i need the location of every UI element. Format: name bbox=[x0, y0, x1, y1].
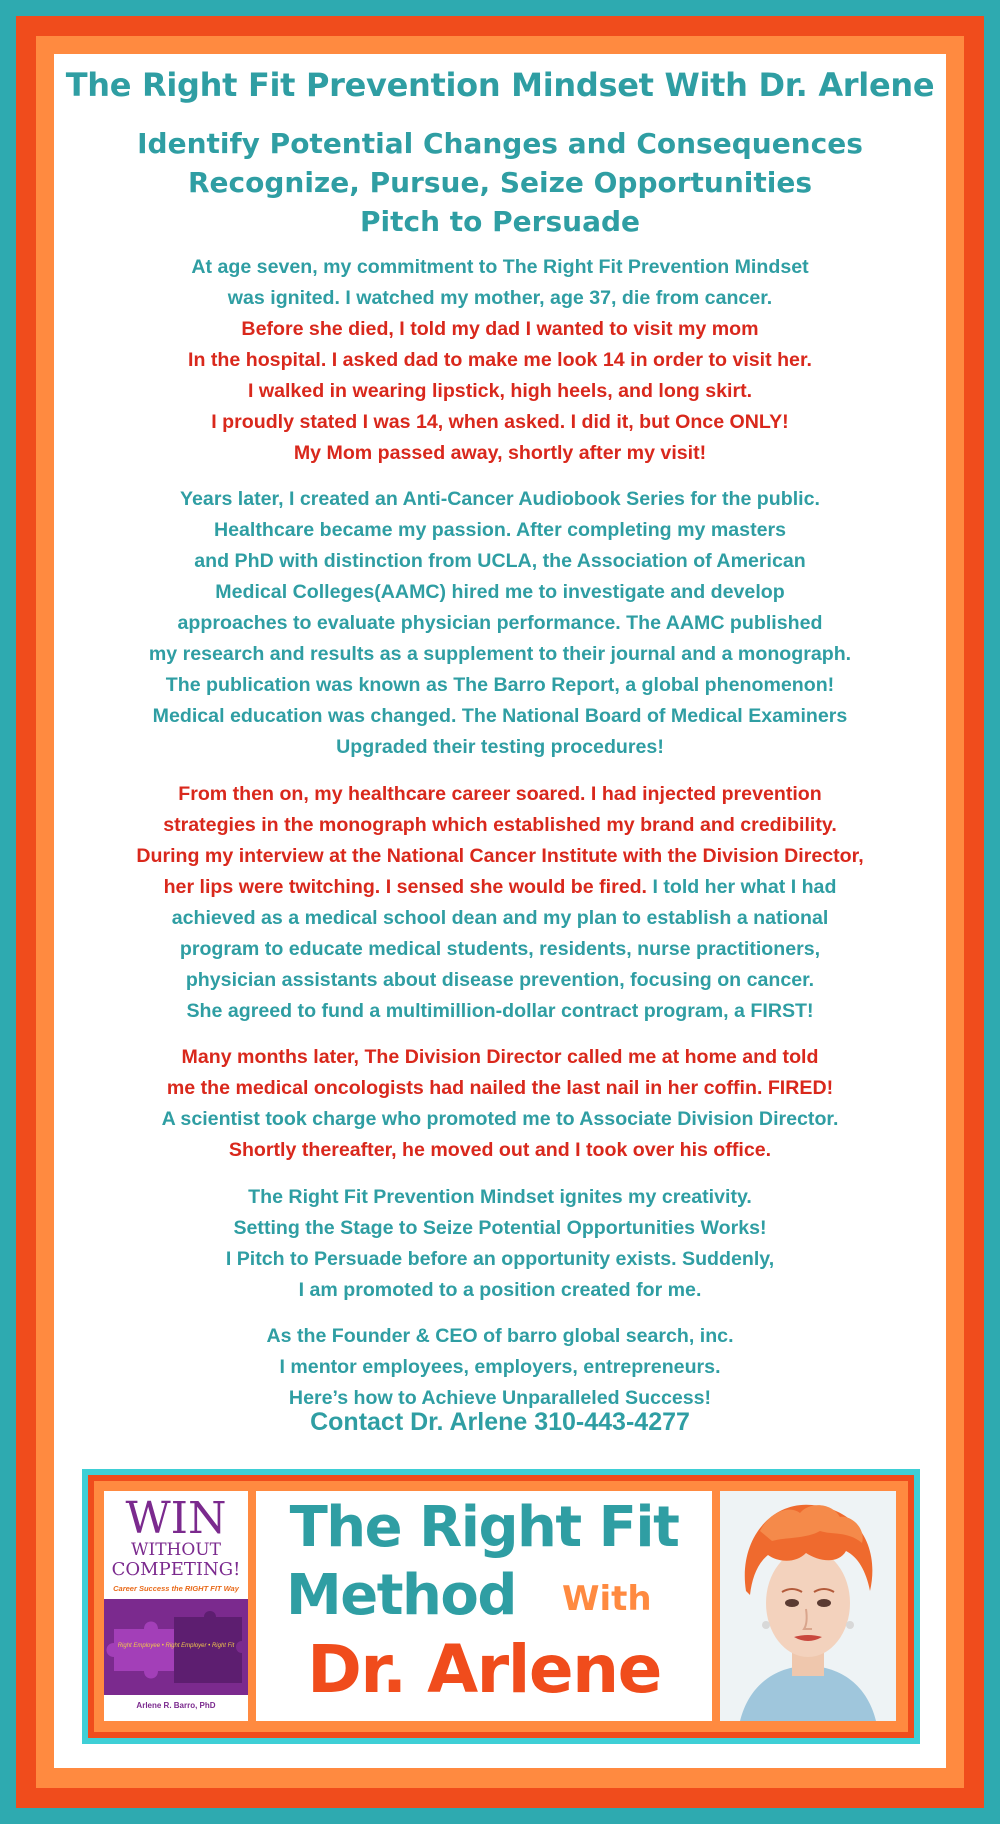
page-title: The Right Fit Prevention Mindset With Dr. Arlene bbox=[65, 66, 935, 104]
text-line: A scientist took charge who promoted me to Associate Division Director. bbox=[161, 1108, 839, 1130]
paragraph-career bbox=[54, 484, 946, 763]
banner-title-line: The Right Fit bbox=[289, 1495, 679, 1560]
text-span: I told her what I had bbox=[647, 876, 837, 898]
text-line: Shortly thereafter, he moved out and I took over his office. bbox=[228, 1139, 772, 1161]
text-line: From then on, my healthcare career soared. I had injected prevention bbox=[178, 783, 822, 805]
book-author: Arlene R. Barro, PhD bbox=[136, 1701, 216, 1710]
text-line: approaches to evaluate physician performance. The AAMC published bbox=[177, 612, 823, 634]
text-line: achieved as a medical school dean and my plan to establish a national bbox=[171, 907, 829, 929]
paragraph-childhood bbox=[54, 252, 946, 469]
text-line: In the hospital. I asked dad to make me look 14 in order to visit her. bbox=[188, 349, 812, 371]
text-line: strategies in the monograph which established my brand and credibility. bbox=[163, 814, 837, 836]
text-line: I walked in wearing lipstick, high heels, and long skirt. bbox=[247, 380, 753, 402]
book-title-competing: COMPETING! bbox=[111, 1559, 241, 1580]
text-line: Healthcare became my passion. After completing my masters bbox=[213, 519, 787, 541]
paragraph-founder bbox=[54, 1321, 946, 1414]
subtitle-line: Identify Potential Changes and Consequences bbox=[137, 127, 863, 160]
text-line: Years later, I created an Anti-Cancer Audiobook Series for the public. bbox=[180, 488, 820, 510]
book-subtitle: Career Success the RIGHT FIT Way bbox=[113, 1584, 239, 1593]
text-line: Many months later, The Division Director called me at home and told bbox=[181, 1046, 819, 1068]
portrait-illustration bbox=[720, 1491, 896, 1721]
text-line: She agreed to fund a multimillion-dollar contract program, a FIRST! bbox=[186, 1000, 814, 1022]
book-cover bbox=[104, 1491, 248, 1721]
banner-title-with: With bbox=[562, 1579, 652, 1619]
author-photo bbox=[720, 1491, 896, 1721]
book-band-text: Right Employee • Right Employer • Right Fit bbox=[117, 1643, 235, 1649]
text-line: I proudly stated I was 14, when asked. I did it, but Once ONLY! bbox=[211, 411, 789, 433]
text-line: The Right Fit Prevention Mindset ignites my creativity. bbox=[248, 1186, 752, 1208]
text-line: During my interview at the National Cancer Institute with the Division Director, bbox=[136, 845, 864, 867]
text-line: As the Founder & CEO of barro global search, inc. bbox=[266, 1325, 734, 1347]
subtitle-line: Recognize, Pursue, Seize Opportunities bbox=[187, 166, 813, 199]
text-line: The publication was known as The Barro Report, a global phenomenon! bbox=[165, 674, 835, 696]
text-line: me the medical oncologists had nailed the last nail in her coffin. FIRED! bbox=[166, 1077, 834, 1099]
emphasis-text: I sensed she would be fired. bbox=[385, 876, 647, 898]
text-line: My Mom passed away, shortly after my visit! bbox=[293, 442, 707, 464]
text-line: program to educate medical students, residents, nurse practitioners, bbox=[179, 938, 821, 960]
text-line: Medical education was changed. The National Board of Medical Examiners bbox=[152, 705, 848, 727]
paragraph-nci bbox=[54, 779, 946, 1027]
text-line: was ignited. I watched my mother, age 37, die from cancer. bbox=[227, 287, 773, 309]
text-line: and PhD with distinction from UCLA, the Association of American bbox=[194, 550, 806, 572]
subtitle-line: Pitch to Persuade bbox=[360, 205, 640, 238]
text-line: Setting the Stage to Seize Potential Opportunities Works! bbox=[233, 1217, 767, 1239]
text-line: I Pitch to Persuade before an opportunity exists. Suddenly, bbox=[225, 1248, 775, 1270]
contact-line: Contact Dr. Arlene 310-443-4277 bbox=[310, 1408, 690, 1436]
book-title-win: WIN bbox=[125, 1493, 227, 1544]
banner-title-method: Method bbox=[286, 1563, 516, 1628]
text-line-mixed bbox=[54, 872, 946, 903]
banner-title-name: Dr. Arlene bbox=[307, 1631, 661, 1708]
text-line: At age seven, my commitment to The Right Fit Prevention Mindset bbox=[191, 256, 809, 278]
text-line: Medical Colleges(AAMC) hired me to investigate and develop bbox=[215, 581, 785, 603]
text-line: I am promoted to a position created for me. bbox=[298, 1279, 702, 1301]
paragraph-promotion bbox=[54, 1042, 946, 1166]
text-line: Before she died, I told my dad I wanted to visit my mom bbox=[241, 318, 759, 340]
text-line: Here’s how to Achieve Unparalleled Success! bbox=[288, 1387, 712, 1409]
subtitle-block bbox=[0, 124, 1000, 241]
text-line: physician assistants about disease prevention, focusing on cancer. bbox=[185, 969, 815, 991]
banner-title-box bbox=[256, 1491, 712, 1721]
text-line: I mentor employees, employers, entrepreneurs. bbox=[279, 1356, 721, 1378]
book-puzzle-art bbox=[104, 1599, 248, 1695]
text-line: my research and results as a supplement to their journal and a monograph. bbox=[148, 643, 852, 665]
text-span: her lips were twitching. bbox=[163, 876, 386, 898]
book-title-without: WITHOUT bbox=[131, 1540, 221, 1560]
text-line: Upgraded their testing procedures! bbox=[336, 736, 664, 758]
paragraph-mindset bbox=[54, 1182, 946, 1306]
